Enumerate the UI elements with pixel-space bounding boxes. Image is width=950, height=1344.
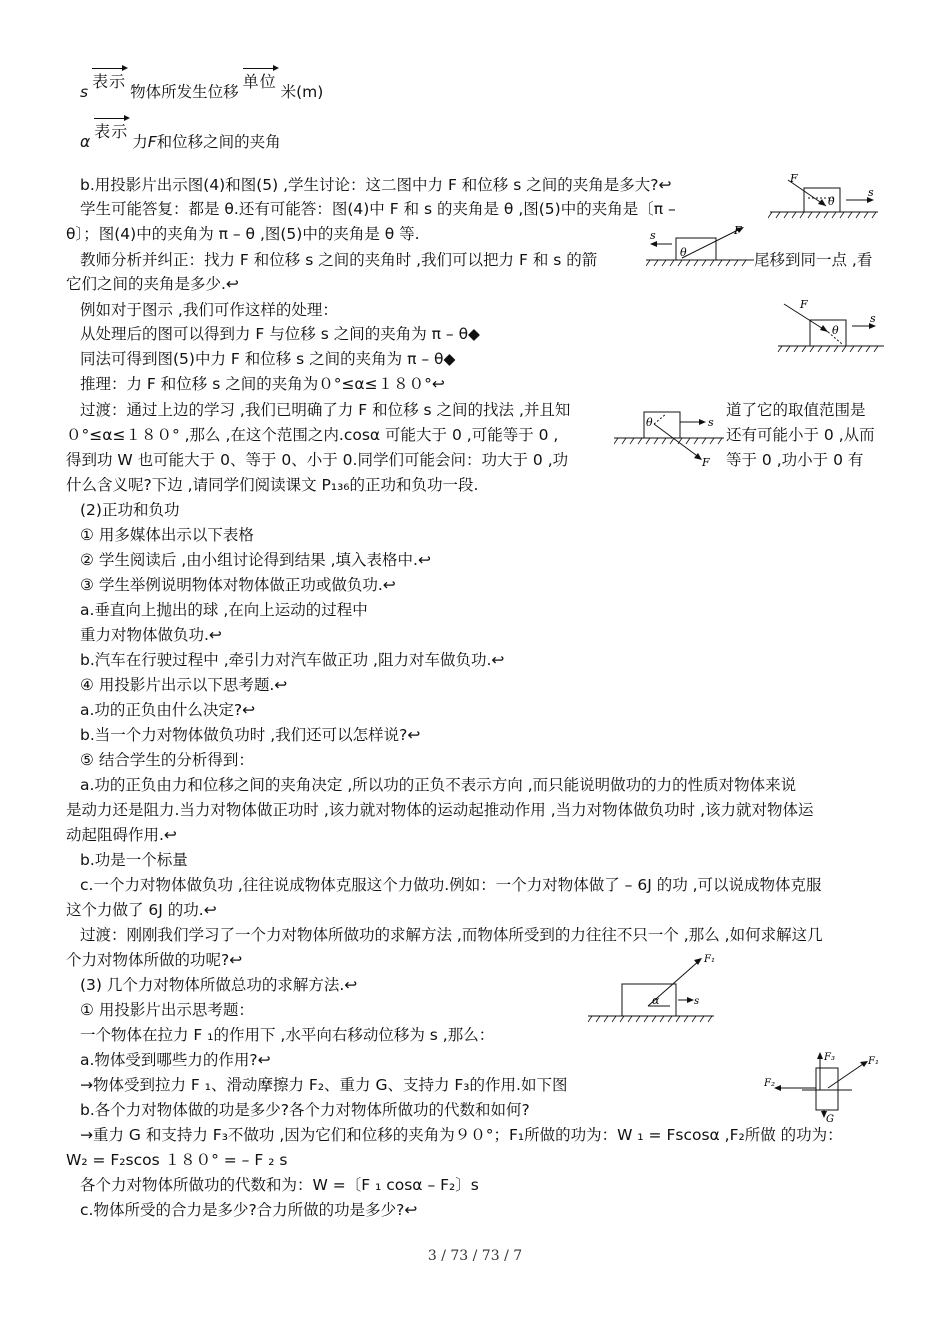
text-line: 重力对物体做负功.↩ (80, 626, 222, 644)
text-line: b.汽车在行驶过程中 ,牵引力对汽车做正功 ,阻力对车做负功.↩ (80, 651, 505, 669)
text-line: a.功的正负由力和位移之间的夹角决定 ,所以功的正负不表示方向 ,而只能说明做功的力的性质对物体来说 (80, 776, 797, 794)
label-F: F (800, 298, 808, 311)
label-alpha: α (652, 994, 660, 1007)
label-theta: θ (828, 195, 835, 208)
figure-4-diagram (768, 170, 880, 230)
text-line: a.物体受到哪些力的作用?↩ (80, 1051, 271, 1069)
label-F2: F₂ (764, 1078, 775, 1089)
label-F: F (734, 224, 742, 237)
text-line: ０°≤α≤１８０° ,那么 ,在这个范围之内.cosα 可能大于 0 ,可能等于 0 , (66, 426, 559, 444)
page-footer: 3 / 73 / 73 / 7 (427, 1248, 523, 1264)
label-theta: θ (832, 324, 839, 337)
over-arrow-label: 单位 (243, 68, 277, 93)
label-s: s (868, 186, 874, 199)
section-heading: (3) 几个力对物体所做总功的求解方法.↩ (80, 976, 358, 994)
label-s: s (708, 416, 714, 429)
text-line: c.一个力对物体做负功 ,往往说成物体克服这个力做功.例如：一个力对物体做了 – 6J 的功 ,可以说成物体克服 (80, 876, 822, 894)
text-line: 动起阻碍作用.↩ (66, 826, 177, 844)
figure-5-processed-diagram (614, 400, 726, 468)
text-line: 还有可能小于 0 ,从而 (726, 426, 875, 444)
text-line: b.各个力对物体做的功是多少?各个力对物体所做功的代数和如何? (80, 1101, 530, 1119)
text-line: b.用投影片出示图(4)和图(5) ,学生讨论：这二图中力 F 和位移 s 之间的夹角是多大?↩ (80, 176, 672, 194)
text-line: 教师分析并纠正：找力 F 和位移 s 之间的夹角时 ,我们可以把力 F 和 s 的箭 (80, 251, 598, 269)
text-line: 推理：力 F 和位移 s 之间的夹角为０°≤α≤１８０°↩ (80, 375, 445, 393)
s-definition (80, 72, 324, 103)
text-line: 例如对于图示 ,我们可作这样的处理： (80, 301, 338, 319)
text-line: ② 学生阅读后 ,由小组讨论得到结果 ,填入表格中.↩ (80, 551, 431, 569)
F-symbol: F (147, 133, 157, 151)
text-line: 从处理后的图可以得到力 F 与位移 s 之间的夹角为 π – θ◆ (80, 325, 480, 343)
s-unit: 米(m) (280, 83, 324, 101)
label-F1: F₁ (868, 1056, 879, 1067)
text-line: a.功的正负由什么决定?↩ (80, 701, 256, 719)
label-s: s (694, 996, 700, 1007)
text-line: 过渡：通过上边的学习 ,我们已明确了力 F 和位移 s 之间的找法 ,并且知 (80, 401, 571, 419)
label-F: F (790, 172, 798, 185)
label-F3: F₃ (824, 1052, 835, 1063)
text-line: 它们之间的夹角是多少.↩ (66, 275, 239, 293)
text-line: 学生可能答复：都是 θ.还有可能答：图(4)中 F 和 s 的夹角是 θ ,图(5)中的夹角是〔π – (80, 200, 676, 218)
label-theta: θ (680, 246, 687, 259)
label-s: s (870, 312, 876, 325)
text-line: ④ 用投影片出示以下思考题.↩ (80, 676, 288, 694)
figure-processed-diagram (776, 294, 886, 354)
text-line: ⑤ 结合学生的分析得到： (80, 751, 254, 769)
s-symbol: s (80, 83, 89, 101)
text-line: W₂ = F₂scos １８０° = – F ₂ s (66, 1151, 288, 1169)
text-line: 同法可得到图(5)中力 F 和位移 s 之间的夹角为 π – θ◆ (80, 350, 456, 368)
alpha-definition-tail: 和位移之间的夹角 (156, 133, 281, 151)
text-line: c.物体所受的合力是多少?合力所做的功是多少?↩ (80, 1201, 418, 1219)
alpha-definition-text: 力 (132, 133, 148, 151)
over-arrow-label: 表示 (92, 68, 126, 93)
text-line: b.当一个力对物体做负功时 ,我们还可以怎样说?↩ (80, 726, 421, 744)
text-line: ① 用投影片出示思考题： (80, 1001, 254, 1019)
text-line: 道了它的取值范围是 (726, 401, 866, 419)
s-definition-text: 物体所发生位移 (130, 83, 239, 101)
text-line: 这个力做了 6J 的功.↩ (66, 901, 217, 919)
text-line: 什么含义呢?下边 ,请同学们阅读课文 P₁₃₆的正功和负功一段. (66, 476, 479, 494)
text-line: 一个物体在拉力 F ₁的作用下 ,水平向右移动位移为 s ,那么： (80, 1026, 495, 1044)
text-line: ① 用多媒体出示以下表格 (80, 526, 254, 544)
text-line: 是动力还是阻力.当力对物体做正功时 ,该力就对物体的运动起推动作用 ,当力对物体做负功时 ,该力就对物体运 (66, 801, 814, 819)
text-line: ③ 学生举例说明物体对物体做正功或做负功.↩ (80, 576, 396, 594)
text-line: →重力 G 和支持力 F₃不做功 ,因为它们和位移的夹角为９０°；F₁所做的功为：W ₁ = Fscosα ,F₂所做 的功为： (80, 1126, 843, 1144)
label-s: s (650, 229, 656, 242)
label-theta: θ (646, 416, 653, 429)
section-heading: (2)正功和负功 (80, 501, 180, 519)
text-line: 得到功 W 也可能大于 0、等于 0、小于 0.同学们可能会问：功大于 0 ,功 (66, 451, 569, 469)
label-F: F (702, 456, 710, 468)
over-arrow-label: 表示 (94, 118, 128, 143)
text-line: 各个力对物体所做功的代数和为：W =〔F ₁ cosα – F₂〕s (80, 1176, 479, 1194)
alpha-definition (80, 122, 281, 153)
text-line: a.垂直向上抛出的球 ,在向上运动的过程中 (80, 601, 368, 619)
figure-5-diagram (646, 224, 756, 270)
text-line: θ〕；图(4)中的夹角为 π – θ ,图(5)中的夹角是 θ 等. (66, 225, 420, 243)
text-line: 等于 0 ,功小于 0 有 (726, 451, 864, 469)
text-line: b.功是一个标量 (80, 851, 188, 869)
text-line: →物体受到拉力 F ₁、滑动摩擦力 F₂、重力 G、支持力 F₃的作用.如下图 (80, 1076, 568, 1094)
text-line: 尾移到同一点 ,看 (754, 251, 873, 269)
force-diagram (762, 1048, 886, 1124)
alpha-symbol: α (80, 133, 91, 151)
text-line: 个力对物体所做的功呢?↩ (66, 951, 243, 969)
label-G: G (826, 1114, 834, 1124)
text-line: 过渡：刚刚我们学习了一个力对物体所做功的求解方法 ,而物体所受到的力往往不只一个 ,那么 ,如何求解这几 (80, 926, 823, 944)
label-F1: F₁ (704, 954, 715, 965)
figure-f1-alpha-diagram (588, 950, 718, 1024)
